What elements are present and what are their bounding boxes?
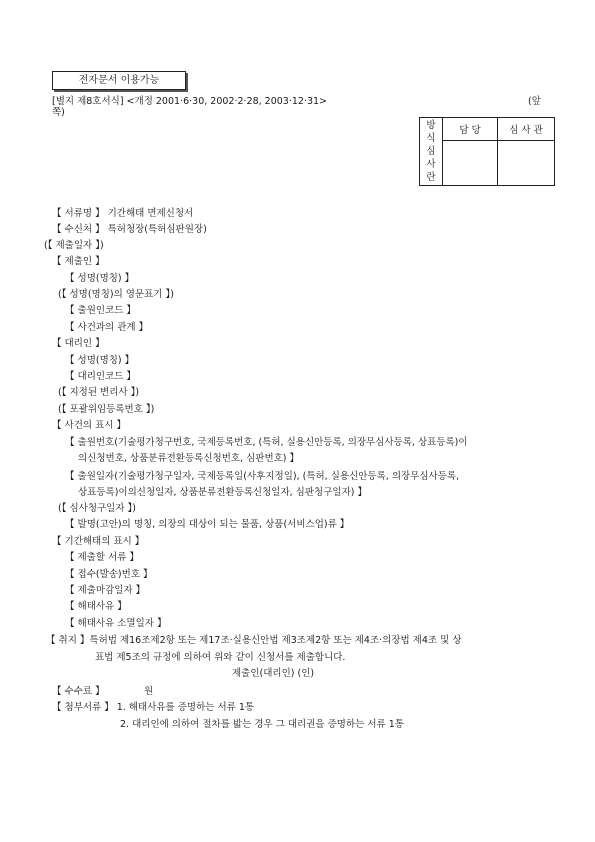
field-purpose-cont: 표법 제5조의 규정에 의하여 위와 같이 신청서를 제출합니다. xyxy=(95,652,346,663)
field-lapse-reason-end-date: 【 해태사유 소멸일자 】 xyxy=(65,618,167,629)
field-application-number: 【 출원번호(기술평가청구번호, 국제등록번호, (특허, 실용신안등록, 의장무심사등록, 상표등록)이 xyxy=(65,437,468,448)
field-attachments-item-2: 2. 대리인에 의하여 절차를 밟는 경우 그 대리권을 증명하는 서류 1통 xyxy=(120,719,404,730)
field-fee: 【 수수료 】 xyxy=(52,686,105,697)
field-document-name: 【 서류명 】 기간해태 면제신청서 xyxy=(52,208,194,219)
field-general-power-number: (【 포괄위임등록번호 】) xyxy=(58,404,155,415)
page-side-label: (앞 xyxy=(528,96,541,107)
field-fee-unit: 원 xyxy=(144,686,154,697)
field-agent-name: 【 성명(명칭) 】 xyxy=(65,355,135,366)
approval-cell-examiner xyxy=(498,141,555,186)
section-case-display: 【 사건의 표시 】 xyxy=(52,420,126,431)
section-agent: 【 대리인 】 xyxy=(52,338,105,349)
field-applicant-code: 【 출원인코드 】 xyxy=(65,305,136,316)
field-receipt-number: 【 접수(발송)번호 】 xyxy=(65,569,153,580)
field-designated-attorney: (【 지정된 변리사 】) xyxy=(58,387,140,398)
field-documents-to-submit: 【 제출할 서류 】 xyxy=(65,552,139,563)
field-case-relation: 【 사건과의 관계 】 xyxy=(65,322,149,333)
field-agent-code: 【 대리인코드 】 xyxy=(65,371,136,382)
section-submitter: 【 제출인 】 xyxy=(52,256,105,267)
field-lapse-reason: 【 해태사유 】 xyxy=(65,601,127,612)
approval-table xyxy=(419,117,555,186)
field-purpose: 【 취지 】특허법 제16조제2항 또는 제17조·실용신안법 제3조제2항 또는 제4조·의장법 제4조 및 상 xyxy=(46,635,462,646)
field-application-date: 【 출원일자(기술평가청구일자, 국제등록일(사후지정일), (특허, 실용신안등록, 의장무심사등록, xyxy=(65,471,460,482)
field-submitter-english-name: (【 성명(명칭)의 영문표기 】) xyxy=(58,289,174,300)
approval-header-officer: 담 당 xyxy=(443,118,498,141)
form-header: [별지 제8호서식] <개정 2001·6·30, 2002·2·28, 2003·12·31> xyxy=(52,96,328,107)
approval-header-examiner: 심 사 관 xyxy=(498,118,555,141)
field-submission-date: (【 제출일자 】) xyxy=(44,240,104,251)
page-side-label-cont: 쪽) xyxy=(52,107,65,118)
approval-cell-officer xyxy=(443,141,498,186)
field-application-date-cont: 상표등록)이의신청일자, 상품분류전환등록신청일자, 심판청구일자) 】 xyxy=(78,487,367,498)
field-invention-title: 【 발명(고안)의 명칭, 의장의 대상이 되는 물품, 상품(서비스업)류 】 xyxy=(65,519,350,530)
field-submitter-name: 【 성명(명칭) 】 xyxy=(65,273,135,284)
field-attachments: 【 첨부서류 】 1. 해태사유를 증명하는 서류 1통 xyxy=(52,702,255,713)
section-lapse-display: 【 기간해태의 표시 】 xyxy=(52,536,145,547)
field-examination-request-date: (【 심사청구일자 】) xyxy=(58,503,137,514)
approval-vertical-label: 방 식 심 사 란 xyxy=(420,118,443,186)
submitter-signature: 제출인(대리인) (인) xyxy=(232,668,315,679)
field-application-number-cont: 의신청번호, 상품분류전환등록신청번호, 심판번호) 】 xyxy=(78,453,300,464)
field-recipient: 【 수신처 】 특허청장(특허심판원장) xyxy=(52,224,207,235)
field-submission-deadline: 【 제출마감일자 】 xyxy=(65,585,146,596)
electronic-document-badge: 전자문서 이용가능 xyxy=(52,71,186,90)
